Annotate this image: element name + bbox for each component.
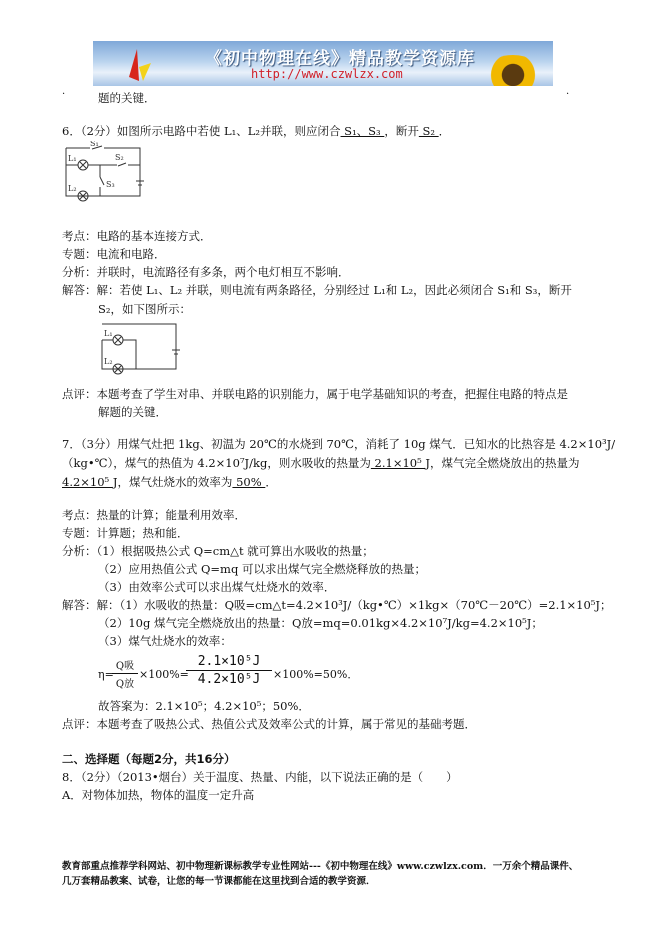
q6-fenxi: 分析：并联时，电流路径有多条，两个电灯相互不影响． [62,265,350,279]
header-banner [93,41,553,86]
q8-option-a: A．对物体加热，物体的温度一定升高 [62,788,255,802]
svg-text:S₃: S₃ [106,180,115,189]
logo-icon [123,47,153,83]
efficiency-formula: η= Q吸 Q放 ×100%= 2.1×10⁵J 4.2×10⁵J ×100%=50%． [98,654,359,690]
section-heading: 二、选择题（每题2分，共16分） [62,752,236,766]
svg-text:L₂: L₂ [104,357,113,366]
prev-tail: 题的关键． [98,91,156,105]
sunflower-image [483,55,543,86]
q7-answer-efficiency: 50% [232,475,266,489]
q7-fenxi-2: （2）应用热值公式 Q=mq 可以求出煤气完全燃烧释放的热量； [98,562,426,576]
svg-text:L₁: L₁ [104,329,113,338]
footer-line1: 教育部重点推荐学科网站、初中物理新课标教学专业性网站---《初中物理在线》www.czwlzx.com．一万余个精品课件、 [62,861,579,872]
margin-mark: . [566,86,570,97]
banner-title: 《初中物理在线》精品教学资源库 [205,49,475,69]
q6-answer-open: S₂ [418,124,439,138]
svg-text:S₂: S₂ [115,153,124,162]
q8-stem: 8．（2分）（2013•烟台）关于温度、热量、内能，以下说法正确的是（ ） [62,770,458,784]
q7-fenxi-1: 分析：（1）根据吸热公式 Q=cm△t 就可算出水吸收的热量； [62,544,374,558]
q6-zhuanti: 专题：电流和电路． [62,247,166,261]
q6-answer-close: S₁、S₃ [340,124,385,138]
q7-stem-line3: 4.2×10⁵ J，煤气灶烧水的效率为 50% ． [62,475,277,489]
q7-kaodian: 考点：热量的计算；能量利用效率． [62,508,246,522]
banner-url: http://www.czwlzx.com [251,67,403,81]
q7-final-answer: 故答案为：2.1×10⁵；4.2×10⁵；50%． [98,699,310,713]
q6-dianping-cont: 解题的关键． [98,405,167,419]
svg-text:L₂: L₂ [68,184,77,193]
q7-jieda-1: 解答：解：（1）水吸收的热量：Q吸=cm△t=4.2×10³J/（kg•℃）×1kg×（70℃－20℃）=2.1×10⁵J； [62,598,612,612]
q7-dianping: 点评：本题考查了吸热公式、热值公式及效率公式的计算，属于常见的基础考题． [62,717,476,731]
q7-answer-heat-absorbed: 2.1×10⁵ [370,456,426,470]
q6-jieda: 解答：解：若使 L₁、L₂ 并联，则电流有两条路径，分别经过 L₁和 L₂，因此必须闭合 S₁和 S₃，断开 [62,283,572,297]
margin-mark: . [62,86,66,97]
circuit-diagram-solution [100,323,180,375]
q7-zhuanti: 专题：计算题；热和能． [62,526,189,540]
q6-kaodian: 考点：电路的基本连接方式． [62,229,212,243]
footer-line2: 几万套精品教案、试卷，让您的每一节课都能在这里找到合适的教学资源． [62,876,376,887]
q7-jieda-3: （3）煤气灶烧水的效率： [98,634,232,648]
q7-answer-heat-released: 4.2×10⁵ [62,475,113,489]
q7-stem-line2: （kg•℃），煤气的热值为 4.2×10⁷J/kg，则水吸收的热量为 2.1×10⁵ J，煤气完全燃烧放出的热量为 [62,456,580,470]
q7-stem-line1: 7．（3分）用煤气灶把 1kg、初温为 20℃的水烧到 70℃，消耗了 10g 煤气．已知水的比热容是 4.2×10³J/ [62,437,616,451]
q6-dianping: 点评：本题考查了学生对串、并联电路的识别能力，属于电学基础知识的考查，把握住电路的特点是 [62,387,568,401]
svg-text:S₁: S₁ [90,141,99,148]
svg-text:L₁: L₁ [68,154,77,163]
circuit-diagram-q6 [62,141,146,207]
q7-fenxi-3: （3）由效率公式可以求出煤气灶烧水的效率． [98,580,336,594]
q7-jieda-2: （2）10g 煤气完全燃烧放出的热量：Q放=mq=0.01kg×4.2×10⁷J/kg=4.2×10⁵J； [98,616,543,630]
q6-stem: 6．（2分）如图所示电路中若使 L₁、L₂并联，则应闭合 S₁、S₃ ，断开 S₂ ． [62,124,451,138]
q6-jieda-cont: S₂，如下图所示： [98,302,191,316]
